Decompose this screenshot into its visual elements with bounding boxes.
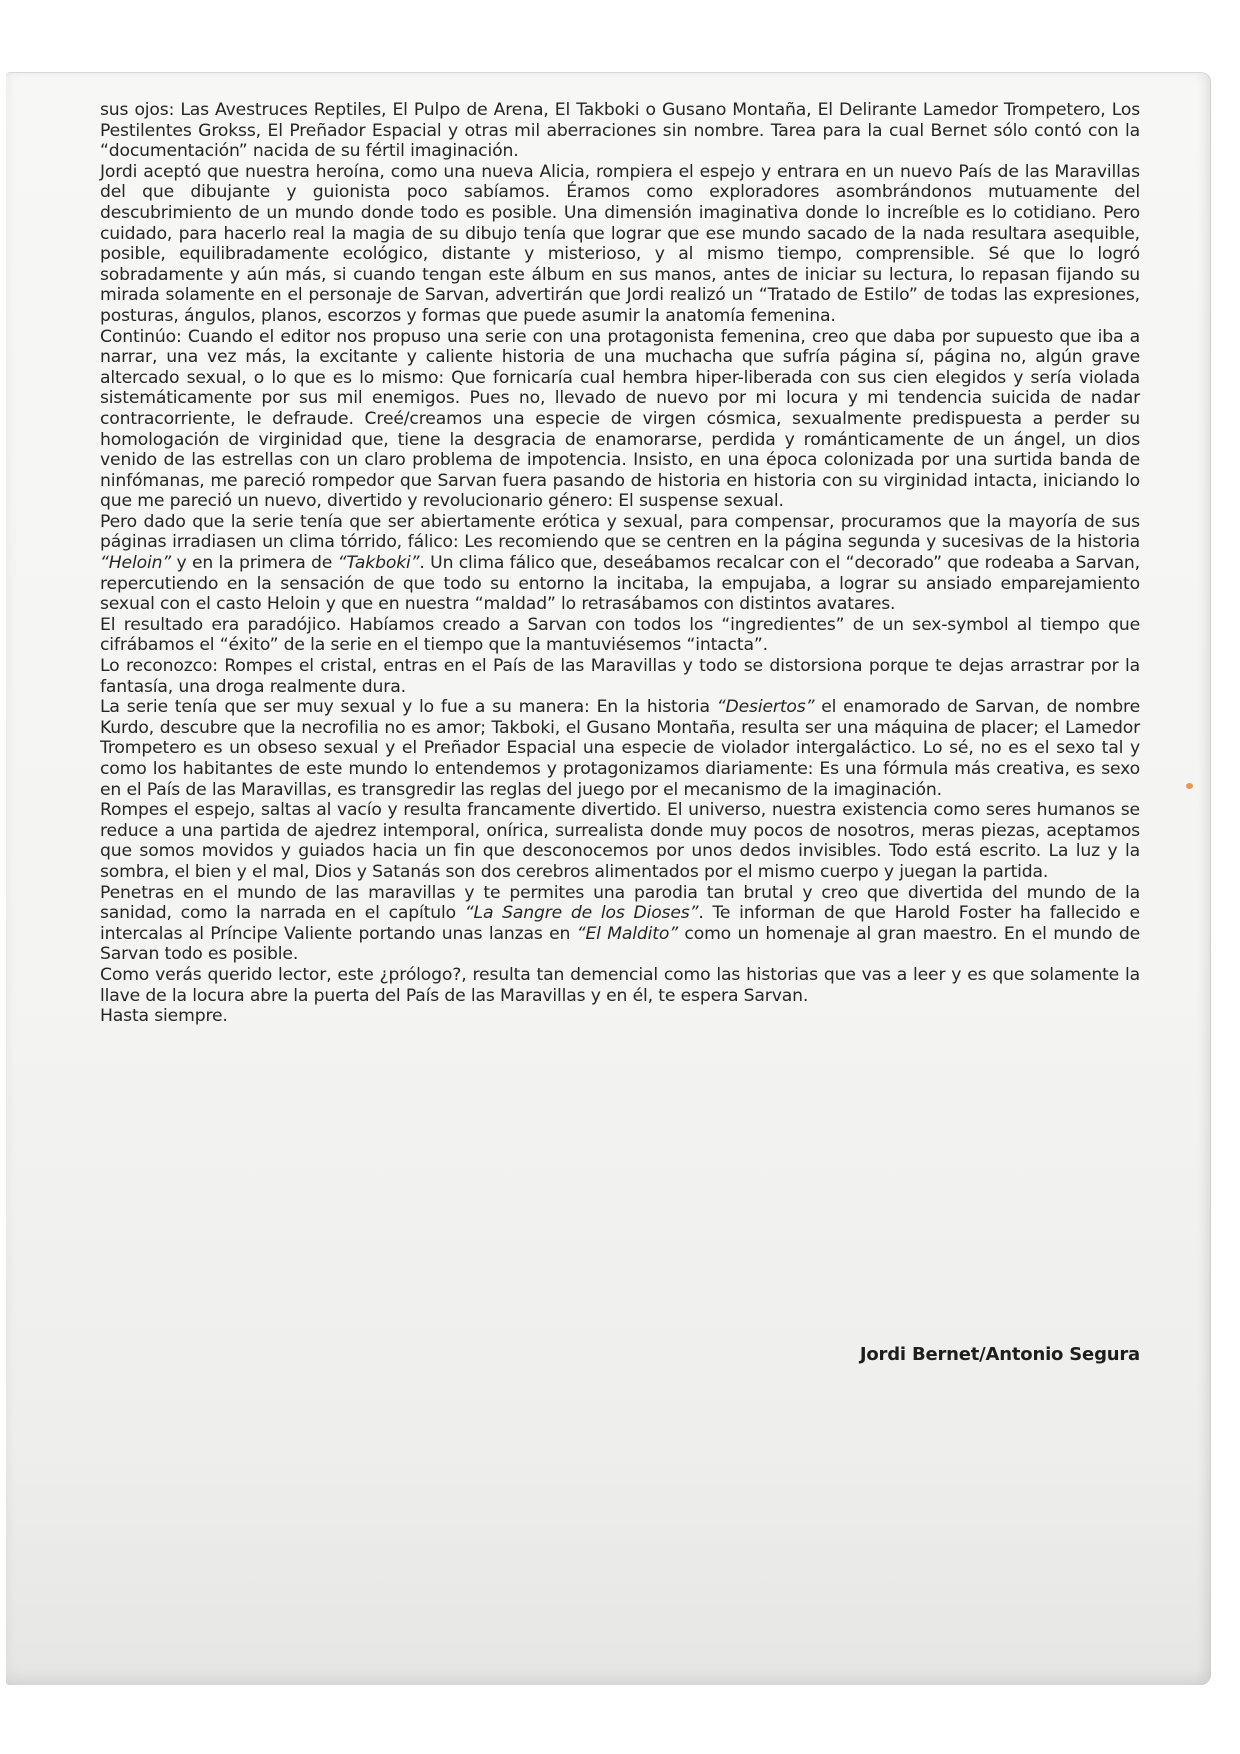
author-signature: Jordi Bernet/Antonio Segura <box>859 1344 1140 1365</box>
paragraph <box>100 100 1140 162</box>
text-run: el enamorado de Sarvan, de nombre Kurdo, descubre que la necrofilia no es amor; Takboki, el Gusano Montaña, resulta ser una máquina de placer; el Lamedor Trompetero es un obseso sexual y el Preñador Espacial una especie de violador intergaláctico. Lo sé, no es el sexo tal y como los habitantes de este mundo lo entendemos y protagonizamos diariamente: Es una fórmula más creativa, es sexo en el País de las Maravillas, es transgredir las reglas del juego por el mecanismo de la imaginación. <box>100 697 1140 800</box>
paragraph <box>100 800 1140 882</box>
italic-title: “Desiertos” <box>716 697 815 718</box>
italic-title: “Takboki” <box>337 553 420 574</box>
paragraph <box>100 1006 1140 1027</box>
text-run: . Un clima fálico que, deseábamos recalcar con el “decorado” que rodeaba a Sarvan, repercutiendo en la sensación de que todo su entorno la incitaba, la empujaba, a lograr su ansiado emparejamiento sexual con el casto Heloin y que en nuestra “maldad” lo retrasábamos con distintos avatares. <box>100 553 1140 615</box>
text-run: Jordi aceptó que nuestra heroína, como una nueva Alicia, rompiera el espejo y entrara en un nuevo País de las Maravillas del que dibujante y guionista poco sabíamos. Éramos como exploradores asombrándonos mutuamente del descubrimiento de un mundo donde todo es posible. Una dimensión imaginativa donde lo increíble es lo cotidiano. Pero cuidado, para hacerlo real la magia de su dibujo tenía que lograr que ese mundo sacado de la nada resultara asequible, posible, equilibradamente ecológico, distante y misterioso, y al mismo tiempo, comprensible. Sé que lo logró sobradamente y aún más, si cuando tengan este álbum en sus manos, antes de iniciar su lectura, lo repasan fijando su mirada solamente en el personaje de Sarvan, advertirán que Jordi realizó un “Tratado de Estilo” de todas las expresiones, posturas, ángulos, planos, escorzos y formas que puede asumir la anatomía femenina. <box>100 161 1140 326</box>
text-run: Penetras en el mundo de las maravillas y te permites una parodia tan brutal y creo que divertida del mundo de la sanidad, como la narrada en el capítulo <box>100 882 1140 924</box>
text-run: Continúo: Cuando el editor nos propuso una serie con una protagonista femenina, creo que daba por supuesto que iba a narrar, una vez más, la excitante y caliente historia de una muchacha que sufría página sí, página no, algún grave altercado sexual, o lo que es lo mismo: Que fornicaría cual hembra hiper-liberada con sus cien elegidos y sería violada sistemáticamente por sus mil enemigos. Pues no, llevado de nuevo por mi locura y mi tendencia suicida de nadar contracorriente, le defraude. Creé/creamos una especie de virgen cósmica, sexualmente predispuesta a perder su homologación de virginidad que, tiene la desgracia de enamorarse, perdida y románticamente de un ángel, un dios venido de las estrellas con un claro problema de impotencia. Insisto, en una época colonizada por una surtida banda de ninfómanas, me pareció rompedor que Sarvan fuera pasando de historia en historia con su virginidad intacta, iniciando lo que me pareció un nuevo, divertido y revolucionario género: El suspense sexual. <box>100 326 1140 512</box>
italic-title: “El Maldito” <box>576 923 678 944</box>
paragraph <box>100 512 1140 615</box>
paragraph <box>100 883 1140 965</box>
prologue-text <box>100 100 1140 1027</box>
text-run: y en la primera de <box>171 553 338 574</box>
text-run: Lo reconozco: Rompes el cristal, entras en el País de las Maravillas y todo se distorsiona porque te dejas arrastrar por la fantasía, una droga realmente dura. <box>100 656 1140 697</box>
text-run: El resultado era paradójico. Habíamos creado a Sarvan con todos los “ingredientes” de un sex-symbol al tiempo que cifrábamos el “éxito” de la serie en el tiempo que la mantuviésemos “intacta”. <box>100 614 1140 656</box>
paragraph <box>100 965 1140 1006</box>
text-run: Hasta siempre. <box>100 1006 228 1027</box>
paper-speck <box>1186 783 1193 789</box>
paragraph <box>100 656 1140 697</box>
text-run: como un homenaje al gran maestro. En el mundo de Sarvan todo es posible. <box>100 923 1140 965</box>
text-run: Pero dado que la serie tenía que ser abiertamente erótica y sexual, para compensar, procuramos que la mayoría de sus páginas irradiasen un clima tórrido, fálico: Les recomiendo que se centren en la página segunda y sucesivas de la historia <box>100 511 1140 553</box>
text-run: Como verás querido lector, este ¿prólogo?, resulta tan demencial como las historias que vas a leer y es que solamente la llave de la locura abre la puerta del País de las Maravillas y en él, te espera Sarvan. <box>100 964 1140 1006</box>
paragraph <box>100 327 1140 512</box>
text-run: sus ojos: Las Avestruces Reptiles, El Pulpo de Arena, El Takboki o Gusano Montaña, El Delirante Lamedor Trompetero, Los Pestilentes Grokss, El Preñador Espacial y otras mil aberraciones sin nombre. Tarea para la cual Bernet sólo contó con la “documentación” nacida de su fértil imaginación. <box>100 100 1140 162</box>
paragraph <box>100 697 1140 800</box>
paragraph <box>100 162 1140 327</box>
italic-title: “Heloin” <box>100 553 172 574</box>
text-run: La serie tenía que ser muy sexual y lo fue a su manera: En la historia <box>100 697 717 718</box>
text-run: Rompes el espejo, saltas al vacío y resulta francamente divertido. El universo, nuestra existencia como seres humanos se reduce a una partida de ajedrez intemporal, onírica, surrealista donde muy pocos de nosotros, meras piezas, aceptamos que somos movidos y guiados hacia un fin que desconocemos por unos dedos invisibles. Todo está escrito. La luz y la sombra, el bien y el mal, Dios y Satanás son dos cerebros alimentados por el mismo cuerpo y juegan la partida. <box>100 800 1140 882</box>
text-run: . Te informan de que Harold Foster ha fallecido e intercalas al Príncipe Valiente portando unas lanzas en <box>100 903 1140 944</box>
italic-title: “La Sangre de los Dioses” <box>464 903 699 924</box>
paragraph <box>100 615 1140 656</box>
